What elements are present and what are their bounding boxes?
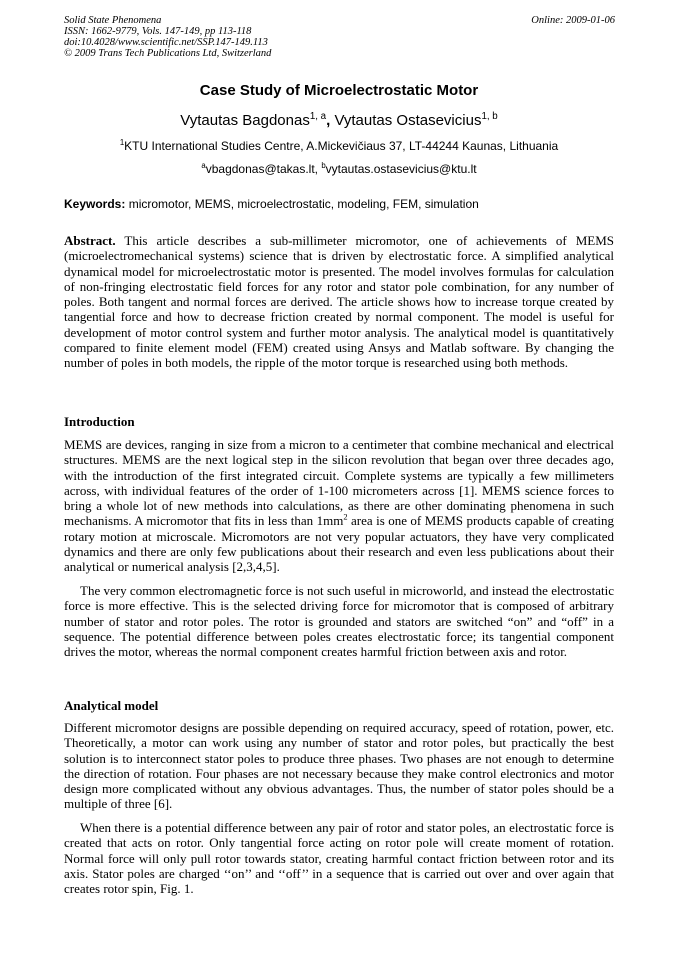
journal-header (64, 15, 271, 59)
online-date: Online: 2009-01-06 (531, 15, 615, 26)
analytical-model-paragraph-2: When there is a potential difference between any pair of rotor and stator poles, an electrostatic force is created that acts on rotor. Only tangential force acting on rotor pole will create moment of rotation. Normal force will only pull rotor towards stator, creating harmful contact friction between rotor and its axis. Stator poles are charged ‘‘on’’ and ‘‘off’’ in a sequence that is carried out over and over again that creates rotor spin, Fig. 1. (64, 820, 614, 897)
email-line (0, 162, 678, 176)
keywords-label: Keywords: (64, 197, 126, 211)
introduction-heading: Introduction (64, 414, 135, 429)
paper-title: Case Study of Microelectrostatic Motor (199, 82, 479, 99)
affiliation-text: KTU International Studies Centre, A.Mickevičiaus 37, LT-44244 Kaunas, Lithuania (124, 139, 559, 153)
intro-p1-superscript: 2 (343, 512, 348, 523)
intro-p1-part-b: area is one of MEMS products capable of creating rotary motion at microscale. Micromotors are not very popular actuators, they have very complicated dynamics and there are only few publications about their research and even less publications about their analytical or numerical analysis [2,3,4,5]. (64, 513, 614, 575)
email-b-sup: b (321, 161, 326, 170)
email-a-sup: a (201, 161, 206, 170)
email-a[interactable]: vbagdonas@takas.lt (205, 162, 315, 176)
abstract-text: This article describes a sub-millimeter micromotor, one of achievements of MEMS (microelectromechanical systems) science that is driven by electrostatic force. A simplified analytical dynamical model for microelectrostatic motor is presented. The model involves formulas for calculation of non-fringing electrostatic field forces for any rotor and stator pole combination, for any number of poles. Both tangent and normal forces are derived. The article shows how to increase torque created by tangential force and how to decrease friction created by normal component. The model is useful for development of motor control system and further motor analysis. The analytical model is quantitatively compared to finite element model (FEM) created using Ansys and Matlab software. By changing the number of poles in both models, the ripple of the motor torque is researched using both methods. (64, 233, 614, 371)
analytical-model-heading: Analytical model (64, 698, 159, 713)
abstract-label: Abstract. (64, 233, 116, 248)
author-2: Vytautas Ostasevicius (334, 112, 482, 129)
email-separator: , (314, 162, 322, 176)
author-line (0, 112, 678, 129)
author-separator: , (326, 112, 335, 129)
analytical-model-paragraph-1: Different micromotor designs are possible depending on required accuracy, speed of rotation, power, etc. Theoretically, a motor can work using any number of stator and rotor poles, but practically the best solution is to interconnect stator poles to produce three phases. Two phases are not enough to determine the direction of rotation. Four phases are not necessary because they make control electronics and motor design more complicated without any obvious advantages. Thus, the number of stator poles should be a multiple of three [6]. (64, 720, 614, 812)
keywords-text: micromotor, MEMS, microelectrostatic, modeling, FEM, simulation (125, 197, 479, 211)
keywords (64, 197, 614, 211)
journal-doi: doi:10.4028/www.scientific.net/SSP.147-149.113 (64, 37, 268, 48)
email-b[interactable]: vytautas.ostasevicius@ktu.lt (325, 162, 477, 176)
journal-name: Solid State Phenomena (64, 15, 162, 26)
author-2-sup: 1, b (481, 111, 498, 122)
affiliation-sup: 1 (119, 138, 125, 147)
intro-p1-part-a: MEMS are devices, ranging in size from a micron to a centimeter that combine mechanical and electrical structures. MEMS are the next logical step in the silicon revolution that began over three decades ago, with the introduction of the first integrated circuit. Complete systems are typically a few millimeters across, with individual features of the order of 1-100 micrometers across [1]. MEMS science forces to bring a whole lot of new methods into calculations, as there are other dominating phenomena in such mechanisms. A micromotor that fits in less than 1mm (64, 437, 614, 529)
journal-copyright: © 2009 Trans Tech Publications Ltd, Switzerland (64, 48, 272, 59)
author-1-sup: 1, a (309, 111, 327, 122)
journal-issn: ISSN: 1662-9779, Vols. 147-149, pp 113-118 (64, 26, 252, 37)
introduction-paragraph-2: The very common electromagnetic force is not such useful in microworld, and instead the electrostatic force is more effective. This is the selected driving force for micromotor that is composed of arbitrary number of stator and rotor poles. The rotor is grounded and stators are switched “on” and “off” in a sequence. The potential difference between poles creates electrostatic force; its tangential component drives the motor, whereas the normal component creates harmful friction between axis and rotor. (64, 583, 614, 660)
affiliation (0, 139, 678, 153)
author-1: Vytautas Bagdonas (180, 112, 310, 129)
introduction-paragraph-1 (64, 437, 614, 575)
abstract (64, 233, 614, 371)
